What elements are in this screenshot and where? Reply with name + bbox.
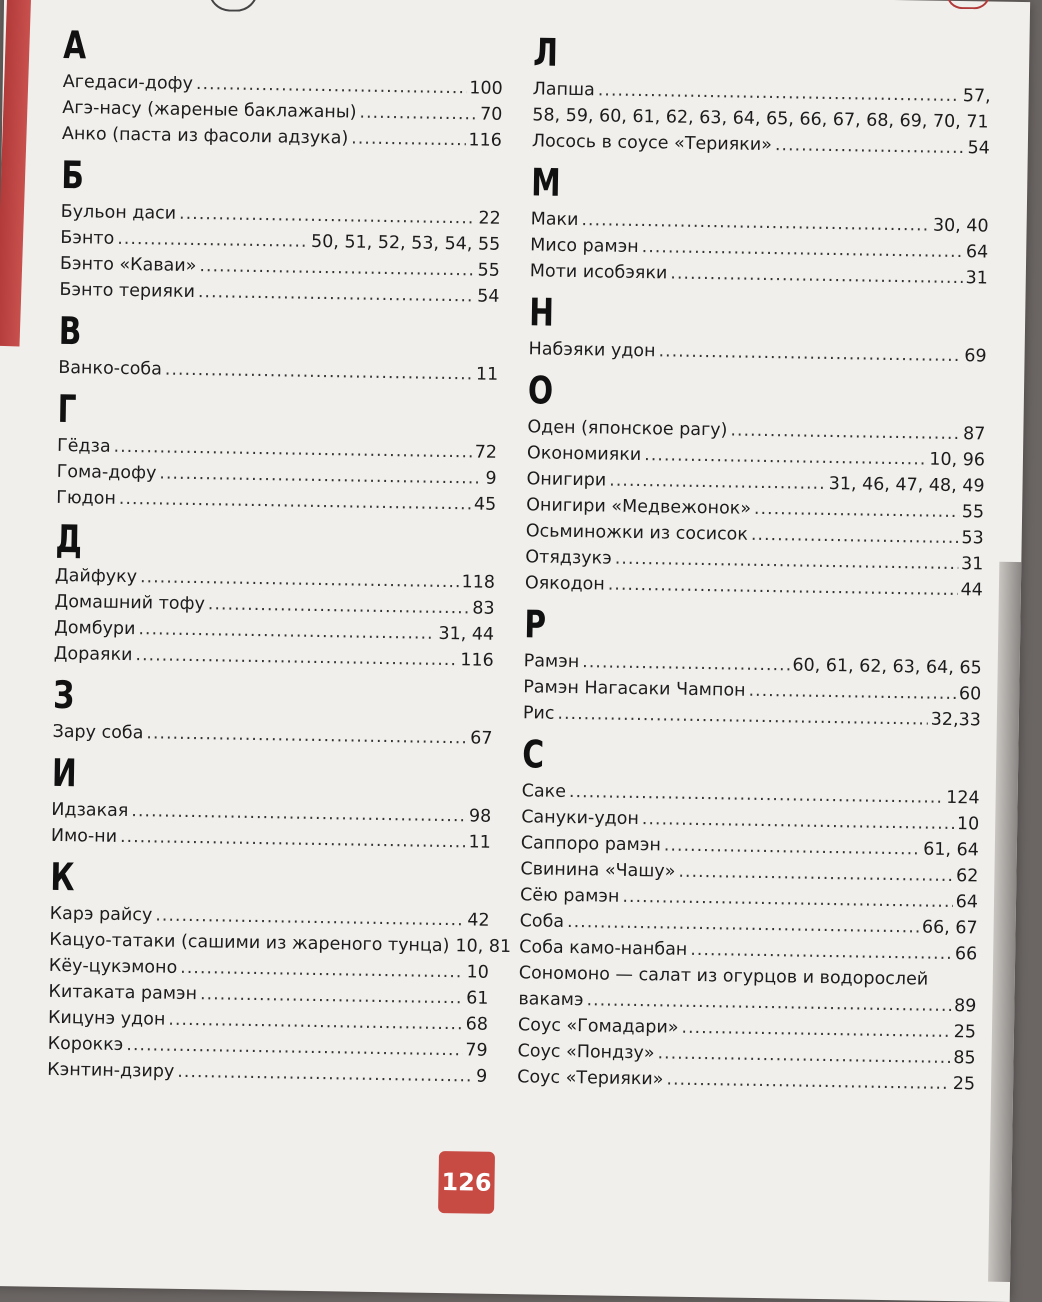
entry-page: 31, 44: [438, 621, 494, 648]
decoration-icon: [946, 0, 990, 10]
entry-name: Лосось в соусе «Терияки»: [532, 128, 772, 158]
section-letter: Д: [55, 517, 399, 566]
leader-dots: [730, 417, 960, 447]
leader-dots: [658, 338, 961, 369]
section-letter: С: [522, 732, 880, 782]
index-column-left: [47, 17, 504, 1090]
entry-name: Гюдон: [56, 485, 116, 512]
leader-dots: [690, 937, 952, 967]
entry-page: 60, 61, 62, 63, 64, 65: [792, 652, 982, 681]
entry-name: Осьминожки из сосисок: [526, 518, 749, 547]
entry-page: 85: [953, 1045, 976, 1071]
entry-page: 50, 51, 52, 53, 54, 55: [311, 229, 501, 258]
section-letter: Г: [57, 387, 401, 436]
leader-dots: [670, 261, 963, 292]
section-letter: В: [59, 309, 403, 358]
leader-dots: [754, 496, 959, 525]
entry-name: Анко (паста из фасоли адзука): [62, 121, 349, 151]
section-letter: И: [52, 751, 396, 800]
entry-page: 30, 40: [933, 213, 989, 240]
entry-page: 116: [468, 127, 502, 154]
entry-name: Гома-дофу: [56, 459, 156, 487]
entry-page: 70: [480, 102, 503, 128]
entry-name: Бэнто: [60, 225, 114, 252]
entry-name: Кэнтин-дзиру: [47, 1057, 174, 1085]
entry-name: Соус «Гомадари»: [518, 1012, 679, 1041]
entry-page: 31: [965, 265, 988, 291]
section-letter: К: [50, 855, 394, 904]
entry-page: 54: [967, 135, 990, 161]
leader-dots: [775, 132, 965, 161]
previous-page-edge: [0, 0, 31, 346]
entry-page: 53: [961, 525, 984, 551]
entry-page: 22: [478, 205, 501, 231]
entry-name: Сануки-удон: [521, 804, 639, 832]
entry-name: Рис: [523, 700, 555, 726]
entry-name: Домашний тофу: [54, 589, 205, 617]
entry-name: Кёу-цукэмоно: [49, 953, 178, 981]
entry-name: Набэяки удон: [528, 336, 655, 364]
entry-page: 10: [466, 959, 489, 985]
entry-name: Оякодон: [525, 570, 605, 597]
entry-name: Агедаси-дофу: [63, 69, 194, 97]
leader-dots: [119, 486, 471, 518]
entry-page: 66: [955, 941, 978, 967]
section-letter: О: [528, 368, 886, 418]
entry-name: Зару соба: [52, 719, 143, 746]
entry-page: 54: [477, 283, 500, 309]
next-page-edge: [988, 562, 1021, 1282]
entry-name: Бэнто «Каваи»: [60, 251, 197, 279]
entry-page: 25: [953, 1071, 976, 1097]
entry-name: Имо-ни: [51, 823, 118, 850]
index-entry: [62, 121, 502, 154]
page-number: 126: [441, 1168, 492, 1197]
entry-page: 60: [959, 681, 982, 707]
leader-dots: [748, 678, 956, 707]
entry-name: Домбури: [54, 615, 136, 642]
section-letter: Л: [533, 30, 891, 80]
index-entry: [51, 823, 491, 856]
entry-page: 116: [460, 647, 494, 674]
entry-name: Китаката рамэн: [48, 979, 197, 1007]
entry-page: 87: [963, 421, 986, 447]
entry-name: Саппоро рамэн: [521, 830, 661, 858]
entry-page: 32,33: [931, 707, 982, 734]
leader-dots: [359, 100, 477, 128]
leader-dots: [135, 642, 457, 673]
entry-page: 67: [470, 725, 493, 751]
entry-page: 31, 46, 47, 48, 49: [829, 471, 985, 499]
entry-name: Кацуо-татаки (сашими из жареного тунца): [49, 927, 450, 959]
entry-name: Соус «Терияки»: [517, 1064, 664, 1092]
entry-name: Дораяки: [54, 641, 133, 668]
leader-dots: [557, 701, 928, 733]
leader-dots: [198, 279, 475, 309]
index-entry: [59, 277, 499, 310]
entry-page: 55: [962, 499, 985, 525]
entry-page: 89: [954, 993, 977, 1019]
entry-name: вакамэ: [518, 986, 584, 1013]
entry-page: 9: [476, 1064, 488, 1090]
leader-dots: [200, 981, 464, 1011]
entry-page: 100: [469, 75, 503, 102]
decoration-icon: [208, 0, 258, 12]
section-letter: Б: [61, 153, 405, 202]
entry-page: 72: [475, 439, 498, 465]
entry-page: 44: [960, 577, 983, 603]
entry-name: Окономияки: [527, 440, 642, 468]
entry-page: 25: [953, 1019, 976, 1045]
entry-name: Бульон даси: [61, 199, 177, 227]
index-entry: [528, 336, 986, 369]
entry-page: 10, 96: [929, 447, 985, 474]
leader-dots: [751, 522, 959, 551]
entry-page: 11: [476, 361, 499, 387]
entry-continuation: 58, 59, 60, 61, 62, 63, 64, 65, 66, 67, 68, 69, 70, 71: [532, 102, 990, 135]
index-column-right: [517, 24, 992, 1097]
entry-page: 45: [474, 491, 497, 517]
leader-dots: [177, 1059, 473, 1090]
entry-name: Онигири «Медвежонок»: [526, 492, 751, 522]
leader-dots: [120, 824, 466, 855]
index-entry: [54, 641, 494, 674]
section-letter: М: [531, 160, 889, 210]
index-entry: [58, 355, 498, 388]
entry-page: 68: [466, 1011, 489, 1037]
leader-dots: [664, 832, 921, 862]
leader-dots: [165, 357, 473, 388]
entry-name: Гёдза: [57, 433, 111, 460]
entry-page: 61: [466, 985, 489, 1011]
section-letter: А: [63, 23, 407, 72]
leader-dots: [208, 591, 470, 621]
section-letter: З: [53, 673, 397, 722]
entry-page: 42: [467, 907, 490, 933]
entry-page: 9: [485, 466, 497, 492]
entry-name: Идзакая: [51, 797, 128, 824]
entry-page: 66, 67: [922, 915, 978, 942]
leader-dots: [609, 468, 826, 497]
entry-name: Короккэ: [47, 1031, 123, 1058]
entry-page: 64: [956, 889, 979, 915]
entry-name: Рамэн Нагасаки Чампон: [523, 674, 746, 703]
entry-page: 83: [472, 595, 495, 621]
index-entry: [47, 1057, 487, 1090]
entry-name: Соус «Пондзу»: [517, 1038, 654, 1066]
entry-name: Маки: [530, 206, 578, 233]
leader-dots: [117, 226, 308, 255]
leader-dots: [351, 125, 466, 153]
entry-page: 69: [964, 343, 987, 369]
entry-page: 61, 64: [923, 837, 979, 864]
entry-page: 62: [956, 863, 979, 889]
section-letter: Р: [524, 602, 882, 652]
entry-page: 124: [946, 785, 980, 812]
entry-name: Лапша: [533, 76, 595, 103]
entry-name: Рамэн: [524, 648, 580, 675]
index-entry: [52, 719, 492, 752]
entry-name: Сёю рамэн: [520, 882, 620, 910]
entry-name: Соба камо-нанбан: [519, 934, 687, 963]
entry-page: 10: [957, 811, 980, 837]
entry-name: Ванко-соба: [58, 355, 162, 383]
entry-name: Карэ райсу: [50, 901, 153, 929]
section-letter: Н: [529, 290, 887, 340]
entry-page: 98: [469, 803, 492, 829]
entry-name: Мисо рамэн: [530, 232, 639, 260]
leader-dots: [666, 1067, 950, 1097]
page-number-badge: [438, 1151, 495, 1214]
entry-name: Отядзукэ: [525, 544, 612, 571]
entry-page: 10, 81: [455, 933, 511, 960]
entry-name: Оден (японское рагу): [527, 414, 727, 443]
leader-dots: [582, 649, 790, 678]
entry-name: Свинина «Чашу»: [520, 856, 675, 884]
entry-name: Моти исобэяки: [530, 258, 668, 286]
index-entry: [56, 485, 496, 518]
entry-name: Бэнто терияки: [59, 277, 195, 305]
entry-page: 57,: [963, 83, 991, 109]
leader-dots: [146, 720, 467, 751]
entry-name: Сономоно — салат из огурцов и водорослей: [519, 960, 929, 992]
entry-page: 55: [477, 257, 500, 283]
entry-name: Кицунэ удон: [48, 1005, 166, 1033]
leader-dots: [608, 572, 958, 603]
entry-page: 118: [461, 569, 495, 596]
entry-page: 11: [468, 829, 491, 855]
entry-name: Соба: [519, 908, 564, 935]
entry-name: Онигири: [526, 466, 606, 493]
entry-page: 64: [966, 239, 989, 265]
entry-page: 79: [465, 1037, 488, 1063]
entry-name: Агэ-насу (жареные баклажаны): [62, 95, 357, 126]
entry-name: Дайфуку: [55, 563, 137, 590]
entry-name: Саке: [521, 778, 566, 805]
entry-page: 31: [961, 551, 984, 577]
